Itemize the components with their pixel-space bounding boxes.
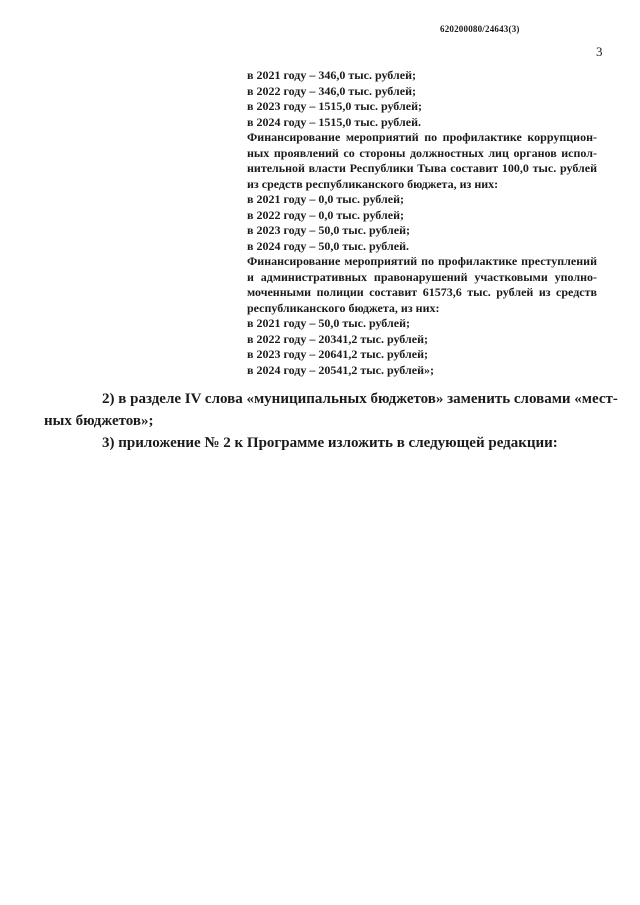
year-line: в 2024 году – 1515,0 тыс. рублей.	[247, 114, 421, 129]
item-2-line: ных бюджетов»;	[44, 413, 154, 429]
year-line: в 2023 году – 20641,2 тыс. рублей;	[247, 347, 428, 361]
year-line: в 2024 году – 50,0 тыс. рублей.	[247, 238, 409, 253]
year-line: в 2022 году – 20341,2 тыс. рублей;	[247, 331, 428, 346]
year-line: в 2021 году – 0,0 тыс. рублей;	[247, 192, 404, 206]
year-line: в 2021 году – 346,0 тыс. рублей;	[247, 68, 416, 82]
item-3-line: 3) приложение № 2 к Программе изложить в следующей редакции:	[102, 435, 558, 451]
year-line: в 2023 году – 50,0 тыс. рублей;	[247, 223, 410, 237]
paragraph-line: республиканского бюджета, из них:	[247, 300, 440, 315]
paragraph-line: нительной власти Республики Тыва составит 100,0 тыс. рублей	[247, 161, 597, 175]
main-text	[44, 388, 618, 454]
year-line: в 2023 году – 1515,0 тыс. рублей;	[247, 99, 422, 113]
page-number: 3	[596, 44, 603, 59]
paragraph-line: Финансирование мероприятий по профилактике коррупцион-	[247, 130, 597, 144]
year-line: в 2022 году – 346,0 тыс. рублей;	[247, 83, 416, 98]
paragraph-line: и административных правонарушений участковыми уполно-	[247, 269, 597, 284]
document-code: 620200080/24643(3)	[440, 24, 520, 34]
quoted-financing-block	[247, 68, 597, 378]
paragraph-line: Финансирование мероприятий по профилактике преступлений	[247, 254, 597, 268]
paragraph-line: моченными полиции составит 61573,6 тыс. рублей из средств	[247, 285, 597, 299]
year-line: в 2021 году – 50,0 тыс. рублей;	[247, 316, 410, 330]
year-line: в 2024 году – 20541,2 тыс. рублей»;	[247, 362, 434, 377]
paragraph-line: из средств республиканского бюджета, из них:	[247, 176, 499, 191]
year-line: в 2022 году – 0,0 тыс. рублей;	[247, 207, 404, 222]
paragraph-line: ных проявлений со стороны должностных лиц органов испол-	[247, 145, 597, 160]
item-2-line: 2) в разделе IV слова «муниципальных бюджетов» заменить словами «мест-	[102, 391, 618, 407]
